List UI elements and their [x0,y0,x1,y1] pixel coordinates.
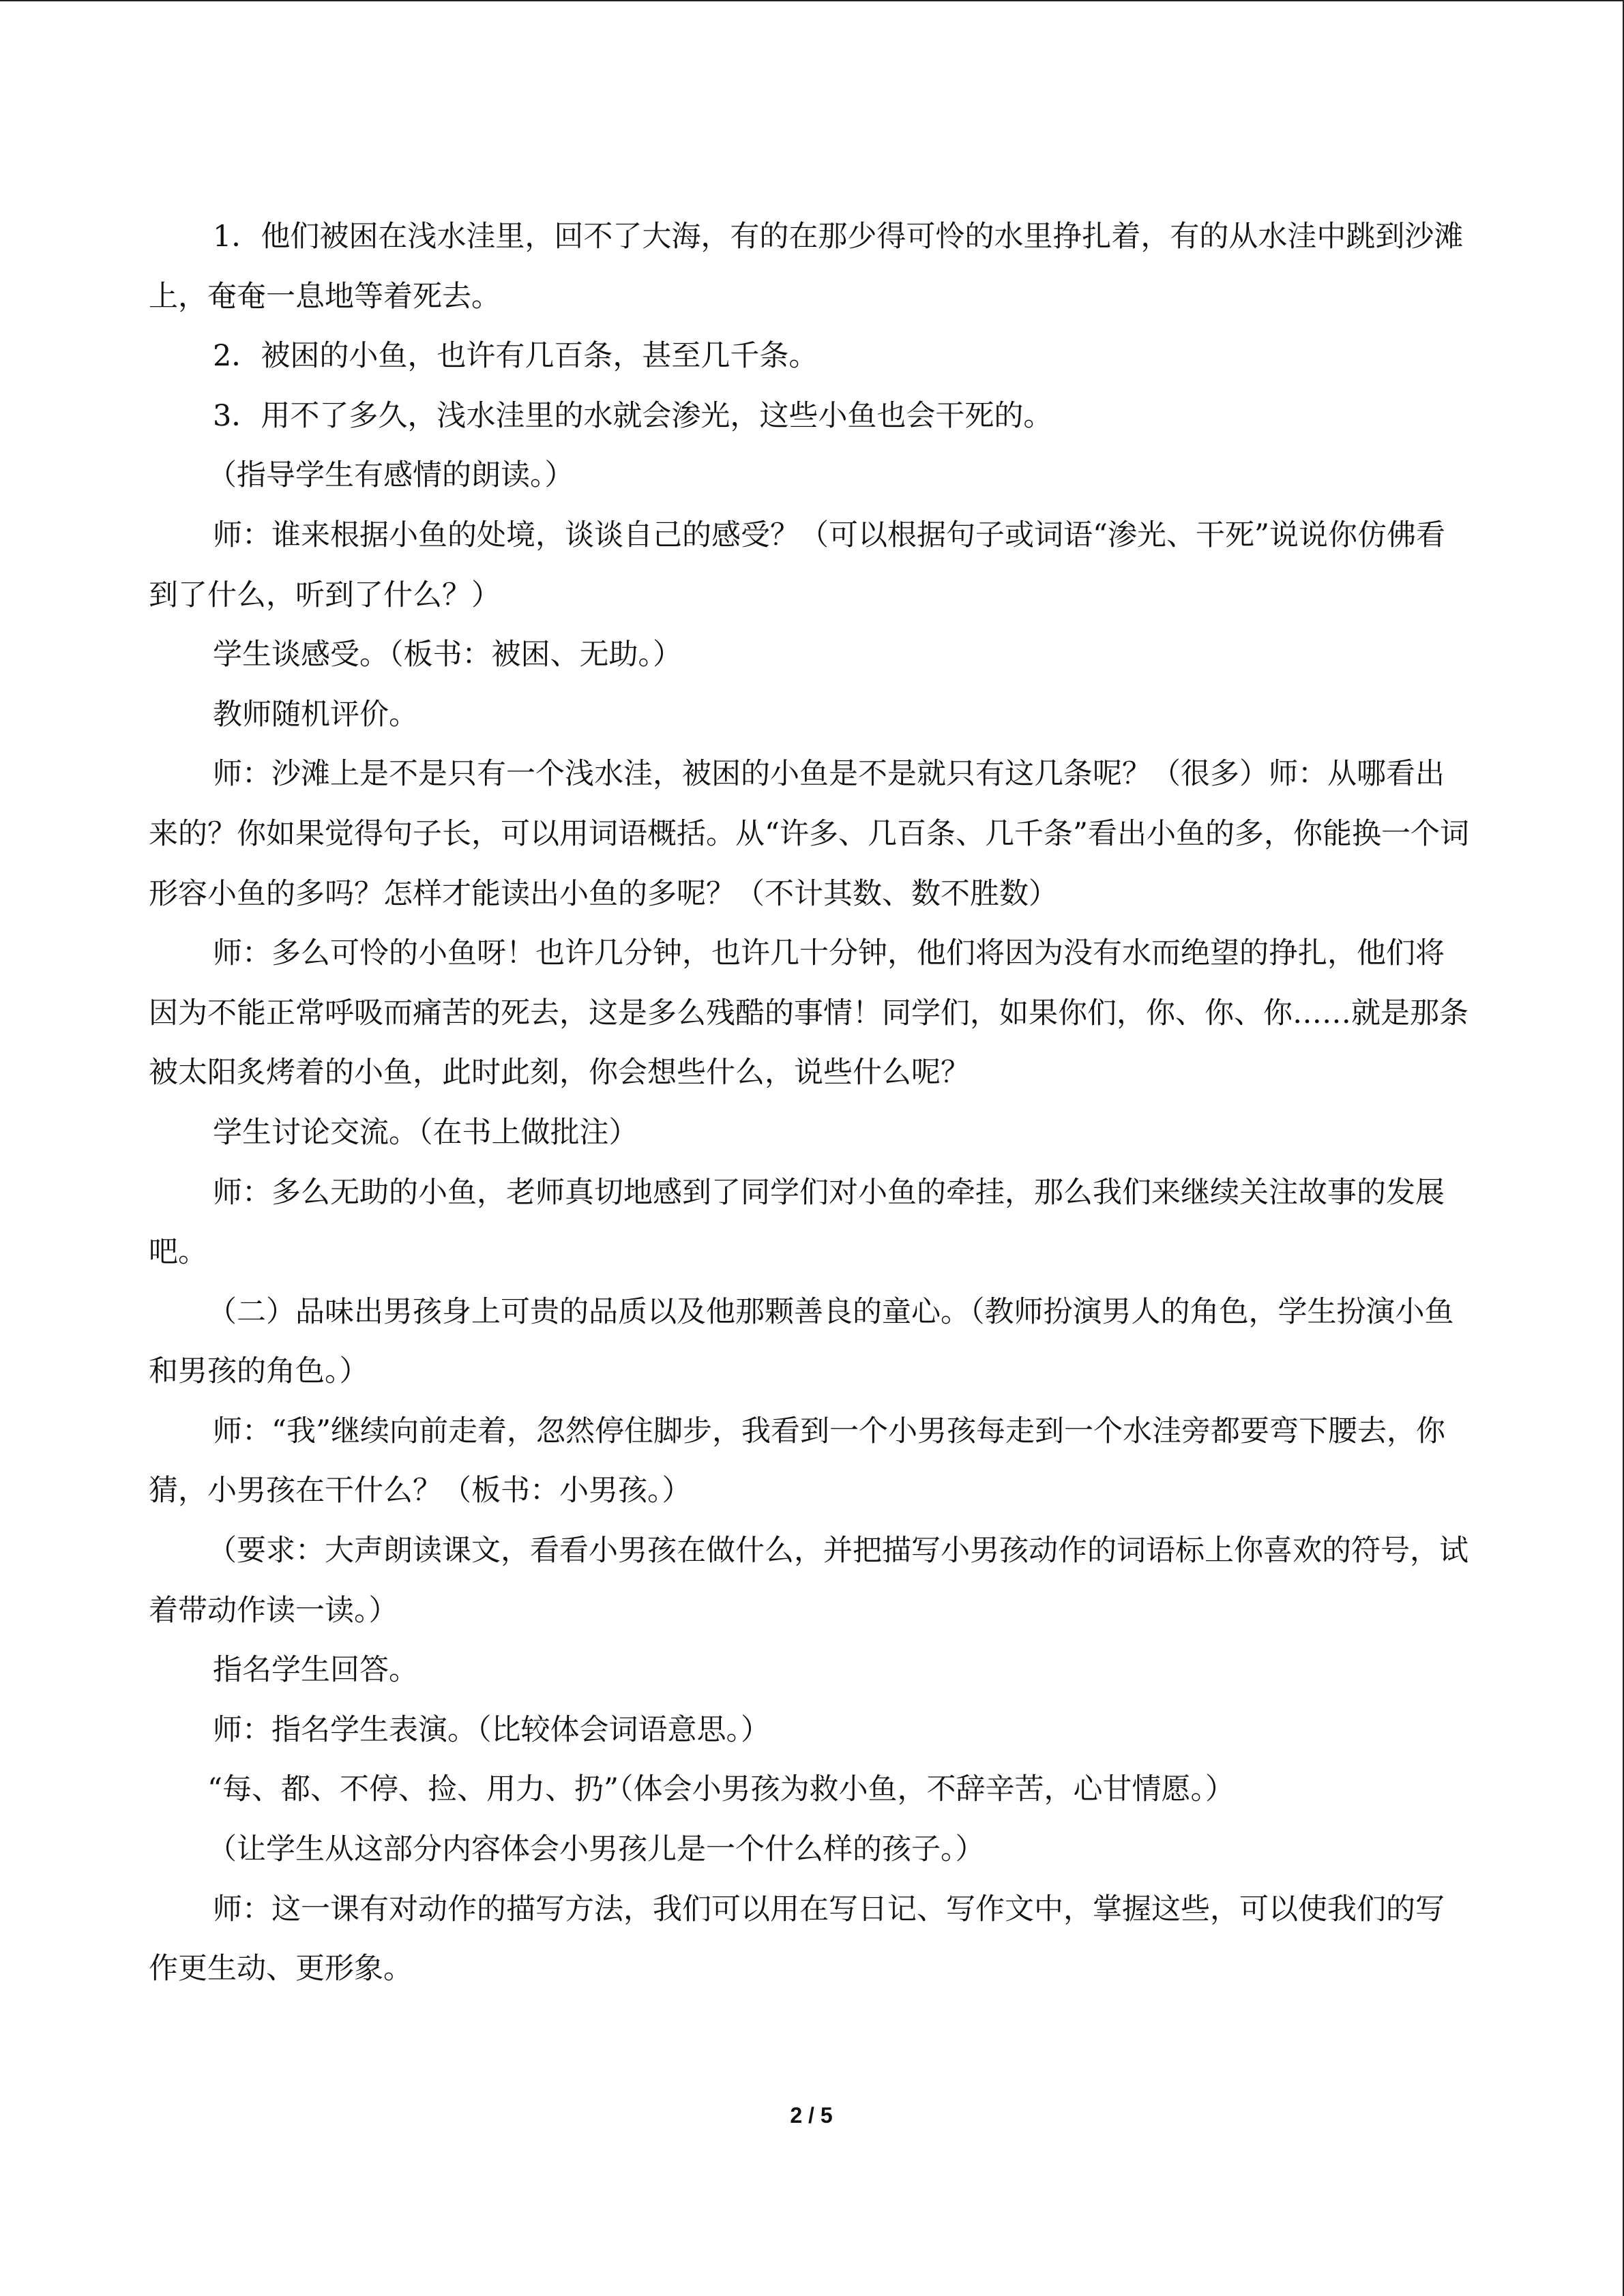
paragraph-11: 师：多么无助的小鱼，老师真切地感到了同学们对小鱼的牵挂，那么我们来继续关注故事的发展吧。 [149,1175,1445,1270]
paragraph-1: 1．他们被困在浅水洼里，回不了大海，有的在那少得可怜的水里挣扎着，有的从水洼中跳到沙滩上，奄奄一息地等着死去。 [149,220,1464,314]
paragraph-15: 指名学生回答。 [213,1653,418,1688]
paragraph-16: 师：指名学生表演。（比较体会词语意思。） [213,1712,770,1747]
paragraph-18: （让学生从这部分内容体会小男孩儿是一个什么样的孩子。） [207,1832,985,1867]
paragraph-2: 2．被困的小鱼，也许有几百条，甚至几千条。 [213,339,818,374]
paragraph-19: 师：这一课有对动作的描写方法，我们可以用在写日记、写作文中，掌握这些，可以使我们的写作更生动、更形象。 [149,1892,1445,1986]
page-number: 2 / 5 [790,2103,833,2128]
paragraph-8: 师：沙滩上是不是只有一个浅水洼，被困的小鱼是不是就只有这几条呢？（很多）师：从哪看出来的？你如果觉得句子长，可以用词语概括。从“许多、几百条、几千条”看出小鱼的多，你能换一个词形容小鱼的多吗？怎样才能读出小鱼的多呢？（不计其数、数不胜数） [149,757,1469,911]
paragraph-6: 学生谈感受。（板书：被困、无助。） [213,638,682,672]
paragraph-4: （指导学生有感情的朗读。） [207,458,574,493]
paragraph-7: 教师随机评价。 [213,697,418,732]
paragraph-17: “每、都、不停、捡、用力、扔”（体会小男孩为救小鱼，不辞辛苦，心甘情愿。） [207,1772,1235,1807]
paragraph-13: 师：“我”继续向前走着，忽然停住脚步，我看到一个小男孩每走到一个水洼旁都要弯下腰去，你猜，小男孩在干什么？（板书：小男孩。） [149,1414,1445,1508]
paragraph-10: 学生讨论交流。（在书上做批注） [213,1115,638,1150]
document-body [149,207,1473,1999]
paragraph-3: 3．用不了多久，浅水洼里的水就会渗光，这些小鱼也会干死的。 [213,398,1053,433]
paragraph-14: （要求：大声朗读课文，看看小男孩在做什么，并把描写小男孩动作的词语标上你喜欢的符号，试着带动作读一读。） [149,1534,1468,1628]
paragraph-5: 师：谁来根据小鱼的处境，谈谈自己的感受？（可以根据句子或词语“渗光、干死”说说你仿佛看到了什么，听到了什么？） [149,518,1445,612]
paragraph-12: （二）品味出男孩身上可贵的品质以及他那颗善良的童心。（教师扮演男人的角色，学生扮演小鱼和男孩的角色。） [149,1294,1454,1389]
paragraph-9: 师：多么可怜的小鱼呀！也许几分钟，也许几十分钟，他们将因为没有水而绝望的挣扎，他们将因为不能正常呼吸而痛苦的死去，这是多么残酷的事情！同学们，如果你们，你、你、你……就是那条被太阳炙烤着的小鱼，此时此刻，你会想些什么，说些什么呢？ [149,936,1468,1090]
